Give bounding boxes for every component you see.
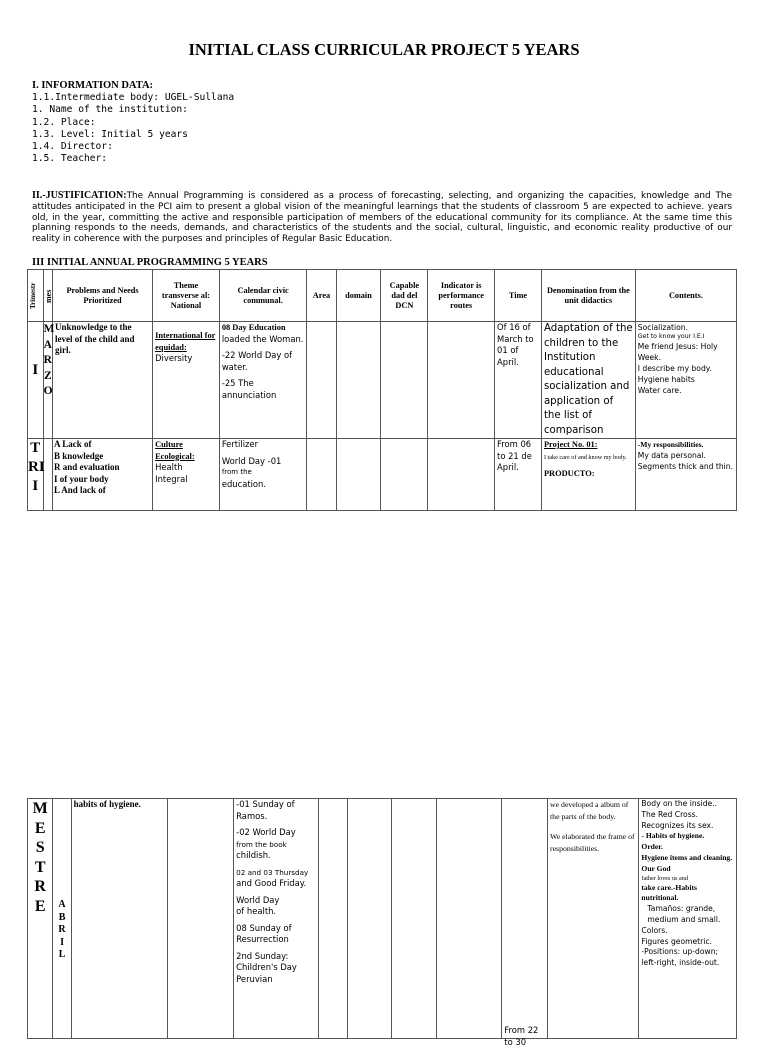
calendar-cell: 08 Day Education loaded the Woman. -22 World Day of water. -25 The annunciation bbox=[219, 322, 307, 439]
header-indicator: Indicator is performance routes bbox=[428, 270, 495, 322]
denomination-cell bbox=[541, 439, 635, 511]
programming-table bbox=[27, 269, 737, 511]
header-contents: Contents. bbox=[635, 270, 736, 322]
info-line: 1. Name of the institution: bbox=[32, 104, 188, 116]
header-domain: domain bbox=[336, 270, 381, 322]
indicator-cell bbox=[437, 799, 502, 1039]
month-cell: M A R Z O bbox=[43, 322, 52, 439]
theme-text: Diversity bbox=[155, 353, 193, 363]
problems-cell: Unknowledge to the level of the child and girl. bbox=[53, 322, 153, 439]
indicator-cell bbox=[428, 439, 495, 511]
domain-cell bbox=[336, 322, 381, 439]
info-line: 1.3. Level: Initial 5 years bbox=[32, 128, 188, 140]
product-label: PRODUCTO: bbox=[543, 468, 595, 478]
month-cell: A B R I L bbox=[53, 799, 71, 1039]
problems-cell: habits of hygiene. bbox=[71, 799, 167, 1039]
area-cell bbox=[307, 322, 336, 439]
programming-table-continued bbox=[27, 798, 737, 1047]
calendar-cell: Fertilizer World Day -01 from the education. bbox=[219, 439, 307, 511]
table-row bbox=[28, 439, 737, 511]
project-text: I take care of and know my body. bbox=[543, 453, 627, 461]
capable-cell bbox=[381, 322, 428, 439]
header-month: mes bbox=[43, 270, 52, 322]
area-cell bbox=[319, 799, 347, 1039]
time-cell: From 06 to 21 de April. bbox=[495, 439, 542, 511]
table-header-row bbox=[28, 270, 737, 322]
domain-cell bbox=[347, 799, 391, 1039]
time-cell: Of 16 of March to 01 of April. bbox=[495, 322, 542, 439]
justification-text: The Annual Programming is considered as a process of forecasting, selecting, and organizing the capacities, knowledge and The attitudes anticipated in the PCI aim to present a global vision of the meaningful learnings that the students of classroom 5 are expected to achieve. years old, in the year, committing the active and responsible participation of members of the educational community for its compliance. At the same time this planning responds to the needs, demands, and characteristics of the students and the social, cultural, linguistic, and economic reality productive of our reality in coherence with the purposes and principles of Regular Basic Education. bbox=[32, 191, 732, 245]
header-area: Area bbox=[307, 270, 336, 322]
header-capable: Capable dad del DCN bbox=[381, 270, 428, 322]
indicator-cell bbox=[428, 322, 495, 439]
information-data bbox=[32, 80, 234, 165]
contents-cell: -My responsibilities. My data personal. Segments thick and thin. bbox=[635, 439, 736, 511]
theme-cell bbox=[153, 439, 220, 511]
theme-text: Health Integral bbox=[155, 462, 188, 484]
theme-title: Culture Ecological: bbox=[155, 440, 195, 461]
problems-cell: A Lack of B knowledge R and evaluation I of your body L And lack of bbox=[53, 439, 153, 511]
trimester-cell: I bbox=[28, 322, 44, 439]
time-cell: From 22 to 30 bbox=[502, 799, 548, 1039]
calendar-cell: -01 Sunday of Ramos. -02 World Day from the book childish. 02 and 03 Thursday and Good Friday. World Day of health. 08 Sunday of Resurrection 2nd Sunday: Children's Day Peruvian bbox=[234, 799, 319, 1039]
info-line: 1.1.Intermediate body: UGEL-Sullana bbox=[32, 92, 235, 104]
section-heading: III INITIAL ANNUAL PROGRAMMING 5 YEARS bbox=[32, 257, 268, 268]
header-calendar: Calendar civic communal. bbox=[219, 270, 307, 322]
table-row bbox=[28, 799, 737, 1039]
area-cell bbox=[307, 439, 336, 511]
justification-paragraph bbox=[32, 191, 732, 245]
info-line: 1.5. Teacher: bbox=[32, 153, 108, 165]
capable-cell bbox=[381, 439, 428, 511]
info-line: 1.4. Director: bbox=[32, 141, 113, 153]
header-denomination: Denomination from the unit didactics bbox=[541, 270, 635, 322]
contents-cell: Socialization. Get to know your I.E.I Me friend Jesus: Holy Week. I describe my body. Hygiene habits Water care. bbox=[635, 322, 736, 439]
justification-label: II.-JUSTIFICATION: bbox=[32, 190, 127, 201]
contents-cell: Body on the inside.. The Red Cross. Recognizes its sex. - Habits of hygiene. Order. Hygiene items and cleaning. Our God father loves us and take care.-Habits nutritional. Tamaños: grande, medium and small. Colors. Figures geometric. -Positions: up-down; left-right, inside-out. bbox=[639, 799, 737, 1039]
document-title: INITIAL CLASS CURRICULAR PROJECT 5 YEARS bbox=[188, 40, 580, 59]
information-heading: I. INFORMATION DATA: bbox=[32, 80, 154, 91]
header-trimester: Trimestr bbox=[28, 270, 44, 322]
info-line: 1.2. Place: bbox=[32, 116, 96, 128]
header-time: Time bbox=[495, 270, 542, 322]
theme-cell bbox=[153, 322, 220, 439]
denomination-cell: Adaptation of the children to the Institution educational socialization and application of the list of comparison bbox=[541, 322, 635, 439]
project-title: Project No. 01: bbox=[543, 440, 598, 449]
theme-title: International for equidad: bbox=[155, 331, 216, 352]
capable-cell bbox=[391, 799, 437, 1039]
header-problems: Problems and Needs Prioritized bbox=[53, 270, 153, 322]
table-row bbox=[28, 322, 737, 439]
header-theme: Theme transverse al: National bbox=[153, 270, 220, 322]
denomination-cell: we developed a album of the parts of the body. We elaborated the frame of responsibilities. bbox=[548, 799, 639, 1039]
domain-cell bbox=[336, 439, 381, 511]
theme-cell bbox=[168, 799, 234, 1039]
trimester-cell: M E S T R E bbox=[28, 799, 53, 1039]
trimester-cell: T RI I bbox=[28, 439, 44, 511]
